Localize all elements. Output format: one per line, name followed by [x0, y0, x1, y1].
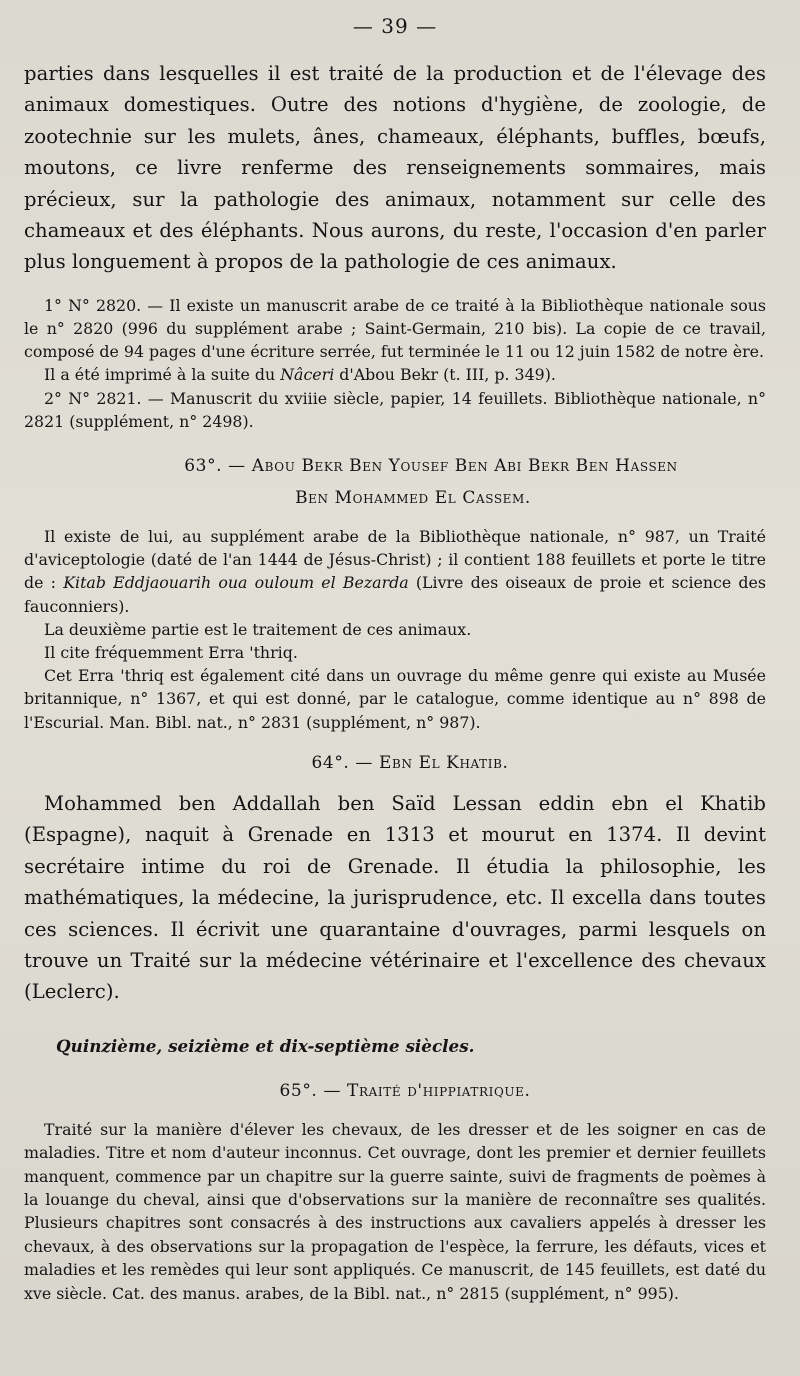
- note-printed-suffix: d'Abou Bekr (t. III, p. 349).: [334, 365, 556, 385]
- entry-63-p1-after: (Livre des oiseaux de proie et science des fauconniers).: [24, 573, 767, 616]
- note-manuscript-2821: 2° N° 2821. — Manuscrit du xviiie siècle, papier, 14 feuillets. Bibliothèque nationale, n° 2821 (supplément, n° 2498).: [24, 388, 766, 431]
- note-manuscript-2820: 1° N° 2820. — Il existe un manuscrit arabe de ce traité à la Bibliothèque nationale sous le n° 2820 (996 du supplément arabe ; Saint-Germain, 210 bis). La copie de ce travail, composé de 94 pages d'une écriture serrée, fut terminée le 11 ou 12 juin 1582 de notre ère.: [24, 295, 766, 362]
- entry-65-heading: [24, 1078, 766, 1104]
- entry-64-heading: [24, 750, 766, 776]
- entry-63-book-title: Kitab Eddjaouarih oua ouloum el Bezarda: [63, 573, 409, 593]
- section-heading-centuries: Quinzième, seizième et dix-septième siècles.: [56, 1035, 475, 1056]
- entry-63-paragraph-3: Il cite fréquemment Erra 'thriq.: [44, 643, 298, 663]
- entry-64-paragraph: Mohammed ben Addallah ben Saïd Lessan eddin ebn el Khatib (Espagne), naquit à Grenade en 1313 et mourut en 1374. Il devint secrétaire intime du roi de Grenade. Il étudia la philosophie, les mathématiques, la médecine, la jurisprudence, etc. Il excella dans toutes ces sciences. Il écrivit une quarantaine d'ouvrages, parmi lesquels on trouve un Traité sur la médecine vétérinaire et l'excellence des chevaux (Leclerc).: [24, 791, 766, 1004]
- entry-63-number: 63°. —: [184, 456, 252, 477]
- notes-block: [24, 294, 766, 433]
- entry-63-heading-line1: [24, 453, 766, 479]
- entry-63-paragraph-4: Cet Erra 'thriq est également cité dans un ouvrage du même genre qui existe au Musée britannique, n° 1367, et qui est donné, par le catalogue, comme identique au n° 898 de l'Escurial. Man. Bibl. nat., n° 2831 (supplément, n° 987).: [24, 666, 766, 732]
- entry-63-author: Abou Bekr Ben Yousef Ben Abi Bekr Ben Hassen: [251, 456, 678, 477]
- entry-64-body: [24, 788, 766, 1008]
- note-printed-prefix: Il a été imprimé à la suite du: [44, 365, 281, 385]
- entry-63-heading: [24, 453, 766, 511]
- entry-64-number: 64°. —: [311, 752, 380, 773]
- note-printed-edition: [24, 363, 766, 386]
- entry-63-paragraph-1: [24, 525, 766, 618]
- note-printed-title: Nâceri: [280, 365, 335, 385]
- entry-63-heading-line2: Ben Mohammed El Cassem.: [295, 488, 531, 509]
- intro-paragraph: parties dans lesquelles il est traité de la production et de l'élevage des animaux domestiques. Outre des notions d'hygiène, de zoologie, de zootechnie sur les mulets, ânes, chameaux, éléphants, buffles, bœufs, moutons, ce livre renferme des renseignements sommaires, mais précieux, sur la pathologie des animaux, notamment sur celle des chameaux et des éléphants. Nous aurons, du reste, l'occasion d'en parler plus longuement à propos de la pathologie de ces animaux.: [24, 62, 766, 274]
- entry-64-author: Ebn El Khatib.: [379, 752, 509, 773]
- entry-65-title: Traité d'hippiatrique.: [347, 1080, 531, 1101]
- entry-65-number: 65°. —: [279, 1080, 348, 1101]
- entry-65-body: [24, 1118, 766, 1305]
- entry-63-body: [24, 525, 766, 734]
- entry-65-paragraph: Traité sur la manière d'élever les chevaux, de les dresser et de les soigner en cas de maladies. Titre et nom d'auteur inconnus. Cet ouvrage, dont les premier et dernier feuillets manquent, commence par un chapitre sur la guerre sainte, suivi de fragments de poèmes à la louange du cheval, ainsi que d'observations sur la manière de reconnaître ses qualités. Plusieurs chapitres sont consacrés à des instructions aux cavaliers appelés à dresser les chevaux, à des observations sur la propagation de l'espèce, la ferrure, les défauts, vices et maladies et les remèdes qui leur sont appliqués. Ce manuscrit, de 145 feuillets, est daté du xve siècle. Cat. des manus. arabes, de la Bibl. nat., n° 2815 (supplément, n° 995).: [24, 1119, 766, 1303]
- entry-63-p1-before: Il existe de lui, au supplément arabe de la Bibliothèque nationale, n° 987, un Traité d'aviceptologie (daté de l'an 1444 de Jésus-Christ) ; il contient 188 feuillets et porte le titre de :: [24, 527, 766, 593]
- page-number: — 39 —: [352, 14, 438, 38]
- entry-63-paragraph-2: La deuxième partie est le traitement de ces animaux.: [44, 619, 472, 639]
